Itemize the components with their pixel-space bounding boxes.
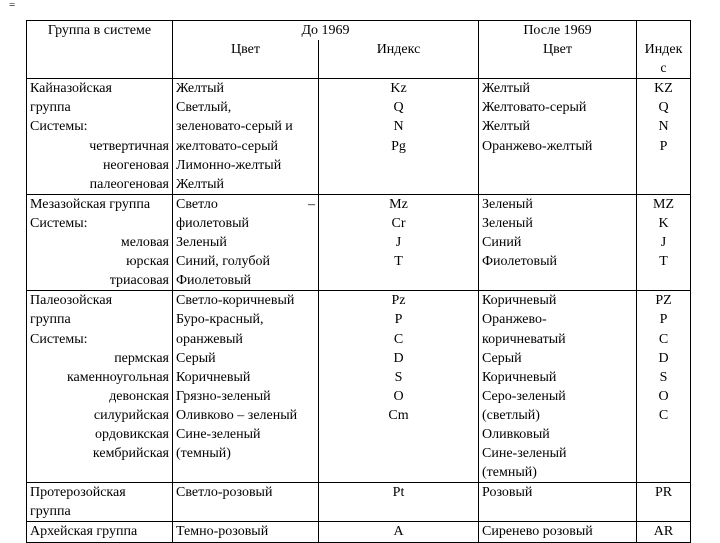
cell-line: Светло-розовый (176, 485, 273, 501)
before-index-cell (319, 79, 479, 195)
cell-line: группа (30, 100, 71, 116)
cell-line: Коричневый (482, 369, 557, 385)
group-cell (27, 194, 173, 290)
cell-line: четвертичная (89, 138, 169, 154)
table-row (27, 522, 691, 542)
cell-line: коричневатый (482, 331, 566, 347)
cell-line: зеленовато-серый и (176, 119, 293, 135)
before-index-cell (319, 291, 479, 483)
cell-line: Мезазойская группа (30, 196, 151, 212)
cell-line: Системы: (30, 215, 88, 231)
cell-line: Коричневый (176, 369, 251, 385)
header-before-index: Индекс (319, 40, 479, 79)
after-color-cell (479, 79, 637, 195)
cell-line: силурийская (93, 407, 169, 423)
cell-line: палеогеновая (89, 176, 169, 192)
cell-line: меловая (120, 235, 169, 251)
cell-line: A (393, 524, 404, 540)
cell-line: Зеленый (176, 235, 227, 251)
after-color-cell (479, 483, 637, 522)
cell-line: пермская (114, 350, 169, 366)
before-index-cell (319, 522, 479, 542)
header-after-color: Цвет (479, 40, 637, 79)
cell-line: триасовая (109, 273, 169, 289)
cell-line: Синий, голубой (176, 254, 270, 270)
cell-line: Kz (390, 81, 407, 97)
cell-line: PZ (655, 293, 672, 309)
before-color-cell (173, 79, 319, 195)
header-before-color: Цвет (173, 40, 319, 79)
before-color-cell (173, 291, 319, 483)
cell-line: (темный) (176, 446, 231, 462)
table-row (27, 483, 691, 522)
header-after-index: Индек с (637, 21, 691, 79)
after-color-cell (479, 522, 637, 542)
cell-line: D (658, 350, 669, 366)
cell-line: (темный) (482, 465, 537, 481)
cell-line: Зеленый (482, 196, 533, 212)
cell-word: – (308, 196, 315, 212)
cell-line: KZ (654, 81, 673, 97)
cell-line: Архейская группа (30, 524, 138, 540)
header-before: До 1969 (173, 21, 479, 41)
after-index-cell (637, 79, 691, 195)
before-index-cell (319, 194, 479, 290)
cell-line: Желтый (482, 119, 531, 135)
cell-line: Mz (389, 196, 408, 212)
header-row-1 (27, 21, 691, 41)
cell-line: C (658, 331, 669, 347)
before-color-cell (173, 522, 319, 542)
cell-line: Фиолетовый (482, 254, 558, 270)
group-cell (27, 483, 173, 522)
cell-line: оранжевый (176, 331, 243, 347)
group-cell (27, 522, 173, 542)
cell-line: Желтый (176, 176, 225, 192)
cell-line: Сине-зеленый (176, 426, 261, 442)
cell-line: Cr (391, 215, 406, 231)
cell-line: Темно-розовый (176, 524, 269, 540)
table-row (27, 291, 691, 483)
cell-line: Буро-красный, (176, 312, 264, 328)
cell-line: Желтый (176, 81, 225, 97)
cell-line: Оливковый (482, 426, 550, 442)
cell-line: D (393, 350, 404, 366)
after-index-cell (637, 291, 691, 483)
before-color-cell (173, 194, 319, 290)
cell-line: Коричневый (482, 293, 557, 309)
cell-line: AR (653, 524, 674, 540)
cell-line: группа (30, 504, 71, 520)
cell-line: T (394, 254, 403, 270)
cell-line: N (393, 119, 404, 135)
cell-line: Pz (391, 293, 406, 309)
cell-line: C (393, 331, 404, 347)
cell-line: T (659, 254, 668, 270)
cell-line: Системы: (30, 331, 88, 347)
cell-line: Протерозойская (30, 485, 126, 501)
cell-line: Серый (482, 350, 522, 366)
cell-line: PR (654, 485, 673, 501)
cell-line: Палеозойская (30, 293, 113, 309)
cell-line: Серо-зеленый (482, 388, 566, 404)
cell-line: Синий (482, 235, 522, 251)
cell-line (176, 195, 315, 214)
cell-line: ордовикская (95, 426, 169, 442)
after-color-cell (479, 291, 637, 483)
cell-line: Зеленый (482, 215, 533, 231)
cell-line: фиолетовый (176, 215, 250, 231)
group-cell (27, 79, 173, 195)
cell-line: кембрийская (92, 446, 169, 462)
cell-line: K (658, 215, 669, 231)
cell-line: P (659, 138, 668, 154)
cell-line: J (660, 235, 667, 251)
cell-line: Оливково – зеленый (176, 407, 298, 423)
cell-line: Pg (391, 138, 406, 154)
cell-line: Оранжево- (482, 312, 547, 328)
table-row (27, 194, 691, 290)
cell-word: Светло (176, 196, 218, 212)
before-index-cell (319, 483, 479, 522)
after-index-cell (637, 522, 691, 542)
cell-line: Оранжево-желтый (482, 138, 593, 154)
cell-line: J (395, 235, 402, 251)
cell-line: P (394, 312, 403, 328)
header-group: Группа в системе (27, 21, 173, 79)
cell-line: группа (30, 312, 71, 328)
cell-line: Q (393, 100, 404, 116)
cell-line: S (659, 369, 668, 385)
cell-line: Системы: (30, 119, 88, 135)
cell-line: неогеновая (102, 157, 169, 173)
cell-line: N (658, 119, 669, 135)
after-color-cell (479, 194, 637, 290)
cell-line: Лимонно-желтый (176, 157, 282, 173)
cell-line: Фиолетовый (176, 273, 252, 289)
header-after: После 1969 (479, 21, 637, 41)
after-index-cell (637, 194, 691, 290)
cell-line: Кайназойская (30, 81, 112, 97)
cell-line: (светлый) (482, 407, 540, 423)
cell-line: юрская (126, 254, 169, 270)
cell-line: Серый (176, 350, 216, 366)
geologic-color-table (26, 20, 691, 543)
cell-line: Cm (388, 407, 409, 423)
table-row (27, 79, 691, 195)
before-color-cell (173, 483, 319, 522)
cell-line: Грязно-зеленый (176, 388, 271, 404)
cell-line: Сине-зеленый (482, 446, 567, 462)
cell-line: Желтый (482, 81, 531, 97)
cell-line: P (659, 312, 668, 328)
cell-line: Светло-коричневый (176, 293, 295, 309)
cell-line: Q (658, 100, 669, 116)
cell-line: O (393, 388, 404, 404)
cell-line: S (394, 369, 403, 385)
cell-line: Розовый (482, 485, 533, 501)
cell-line: каменноугольная (66, 369, 169, 385)
group-cell (27, 291, 173, 483)
cell-line: желтовато-серый (176, 138, 278, 154)
cell-line: Светлый, (176, 100, 232, 116)
cell-line: C (658, 407, 669, 423)
cell-line: O (658, 388, 669, 404)
top-mark: = (9, 0, 16, 11)
cell-line: девонская (109, 388, 169, 404)
cell-line: Желтовато-серый (482, 100, 587, 116)
cell-line: Сиренево розовый (482, 524, 593, 540)
cell-line: Pt (392, 485, 405, 501)
after-index-cell (637, 483, 691, 522)
cell-line: MZ (653, 196, 674, 212)
